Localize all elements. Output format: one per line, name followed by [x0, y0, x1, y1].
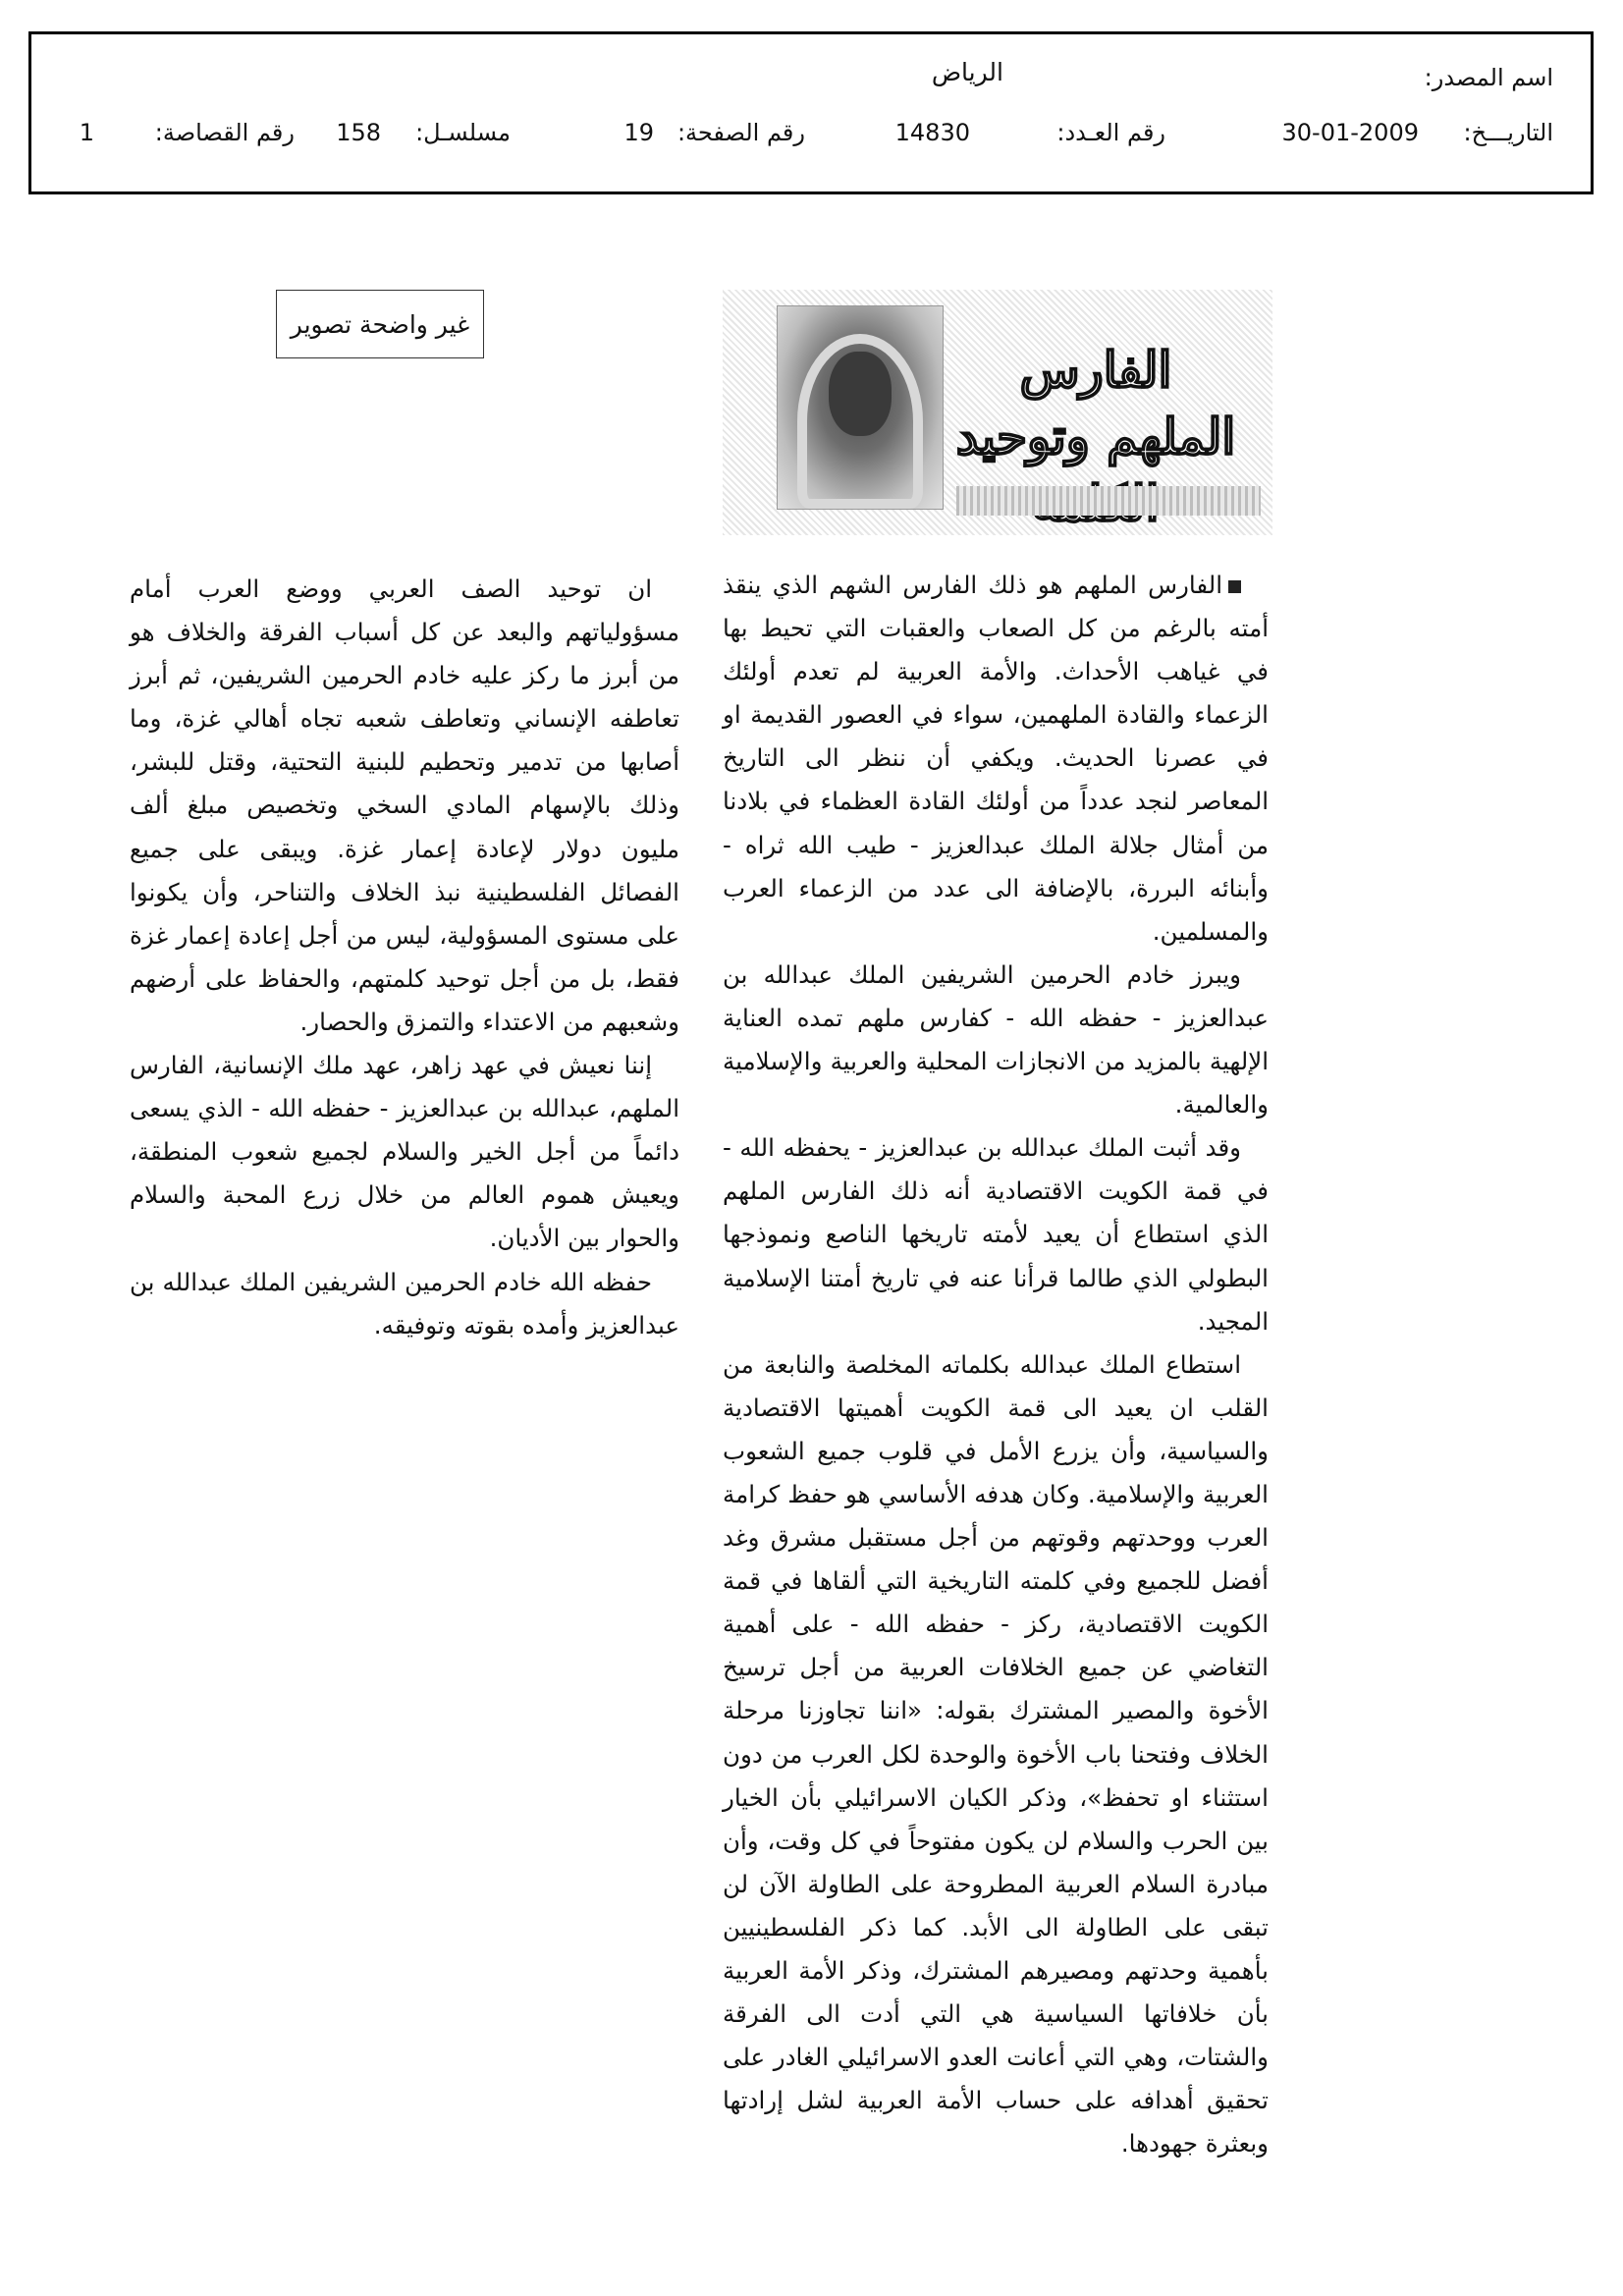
clip-label: رقم القصاصة:: [154, 119, 295, 146]
clipping-header: [28, 31, 1594, 194]
issue-value: 14830: [894, 119, 970, 146]
article-column-right: [723, 564, 1269, 2165]
clip-value: 1: [79, 119, 94, 146]
article-header: [723, 290, 1272, 535]
paragraph: حفظه الله خادم الحرمين الشريفين الملك عبدالله بن عبدالعزيز وأمده بقوته وتوفيقه.: [130, 1267, 679, 1339]
source-label: اسم المصدر:: [1424, 64, 1553, 91]
date-label: التاريـــخ:: [1463, 119, 1553, 146]
paragraph: استطاع الملك عبدالله بكلماته المخلصة والنابعة من القلب ان يعيد الى قمة الكويت أهميتها الاقتصادية والسياسية، وأن يزرع الأمل في قلوب جميع الشعوب العربية والإسلامية. وكان هدفه الأساسي هو حفظ كرامة العرب ووحدتهم وقوتهم من أجل مستقبل مشرق وغد أفضل للجميع وفي كلمته التاريخية التي ألقاها في قمة الكويت الاقتصادية، ركز - حفظه الله - على أهمية التغاضي عن جميع الخلافات العربية من أجل ترسيخ الأخوة والمصير المشترك بقوله: «اننا تجاوزنا مرحلة الخلاف وفتحنا باب الأخوة والوحدة لكل العرب من دون استثناء او تحفظ»، وذكر الكيان الاسرائيلي بأن الخيار بين الحرب والسلام لن يكون مفتوحاً في كل وقت، وأن مبادرة السلام العربية المطروحة على الطاولة الآن لن تبقى على الطاولة الى الأبد. كما ذكر الفلسطينيين بأهمية وحدتهم ومصيرهم المشترك، وذكر الأمة العربية بأن خلافاتها السياسية هي التي أدت الى الفرقة والشتات، وهي التي أعانت العدو الاسرائيلي الغادر على تحقيق أهدافه على حساب الأمة العربية لشل إرادتها وبعثرة جهودها.: [723, 1349, 1269, 2159]
face-shape: [829, 352, 892, 436]
paragraph: ان توحيد الصف العربي ووضع العرب أمام مسؤولياتهم والبعد عن كل أسباب الفرقة والخلاف هو من أبرز ما ركز عليه خادم الحرمين الشريفين، ثم أبرز تعاطفه الإنساني وتعاطف شعبه تجاه أهالي غزة، وما أصابها من تدمير وتحطيم للبنية التحتية، وقتل للبشر، وذلك بالإسهام المادي السخي وتخصيص مبلغ ألف مليون دولار لإعادة إعمار غزة. ويبقى على جميع الفصائل الفلسطينية نبذ الخلاف والتناحر، وأن يكونوا على مستوى المسؤولية، ليس من أجل إعادة إعمار غزة فقط، بل من أجل توحيد كلمتهم، والحفاظ على أرضهم وشعبهم من الاعتداء والتمزق والحصار.: [130, 574, 679, 1036]
paragraph-text: الفارس الملهم هو ذلك الفارس الشهم الذي ينقذ أمته بالرغم من كل الصعاب والعقبات التي تحيط بها في غياهب الأحداث. والأمة العربية لم تعدم أولئك الزعماء والقادة الملهمين، سواء في العصور القديمة او في عصرنا الحديث. ويكفي أن ننظر الى التاريخ المعاصر لنجد عدداً من أولئك القادة العظماء في بلادنا من أمثال جلالة الملك عبدالعزيز - طيب الله ثراه - وأبنائه البررة، بالإضافة الى عدد من الزعماء العرب والمسلمين.: [723, 571, 1269, 946]
paragraph: إننا نعيش في عهد زاهر، عهد ملك الإنسانية، الفارس الملهم، عبدالله بن عبدالعزيز - حفظه الله - الذي يسعى دائماً من أجل الخير والسلام لجميع شعوب المنطقة، ويعيش هموم العالم من خلال زرع المحبة والسلام والحوار بين الأديان.: [130, 1051, 679, 1253]
paragraph: وقد أثبت الملك عبدالله بن عبدالعزيز - يحفظه الله - في قمة الكويت الاقتصادية أنه ذلك الفارس الملهم الذي استطاع أن يعيد لأمته تاريخها الناصع ونموذجها البطولي الذي طالما قرأنا عنه في تاريخ أمتنا الإسلامية المجيد.: [723, 1133, 1269, 1336]
serial-label: مسلسـل:: [415, 119, 511, 146]
article-title: الفارس الملهم وتوحيد: [955, 341, 1236, 465]
article-column-left: [130, 568, 679, 1347]
date-value: 30-01-2009: [1281, 119, 1419, 146]
issue-label: رقم العـدد:: [1056, 119, 1165, 146]
paragraph: [723, 564, 1269, 954]
source-name: الرياض: [931, 58, 1003, 86]
paragraph: ويبرز خادم الحرمين الشريفين الملك عبدالله بن عبدالعزيز - حفظه الله - كفارس ملهم تمده العناية الإلهية بالمزيد من الانجازات المحلية والعربية والإسلامية والعالمية.: [723, 959, 1269, 1120]
square-bullet-icon: [1228, 580, 1241, 593]
author-photo: [777, 305, 944, 510]
serial-value: 158: [336, 119, 381, 146]
page-label: رقم الصفحة:: [676, 119, 805, 146]
page-value: 19: [623, 119, 654, 146]
byline-bar: [956, 486, 1261, 516]
unclear-copy-stamp: غير واضحة تصوير: [276, 290, 484, 358]
